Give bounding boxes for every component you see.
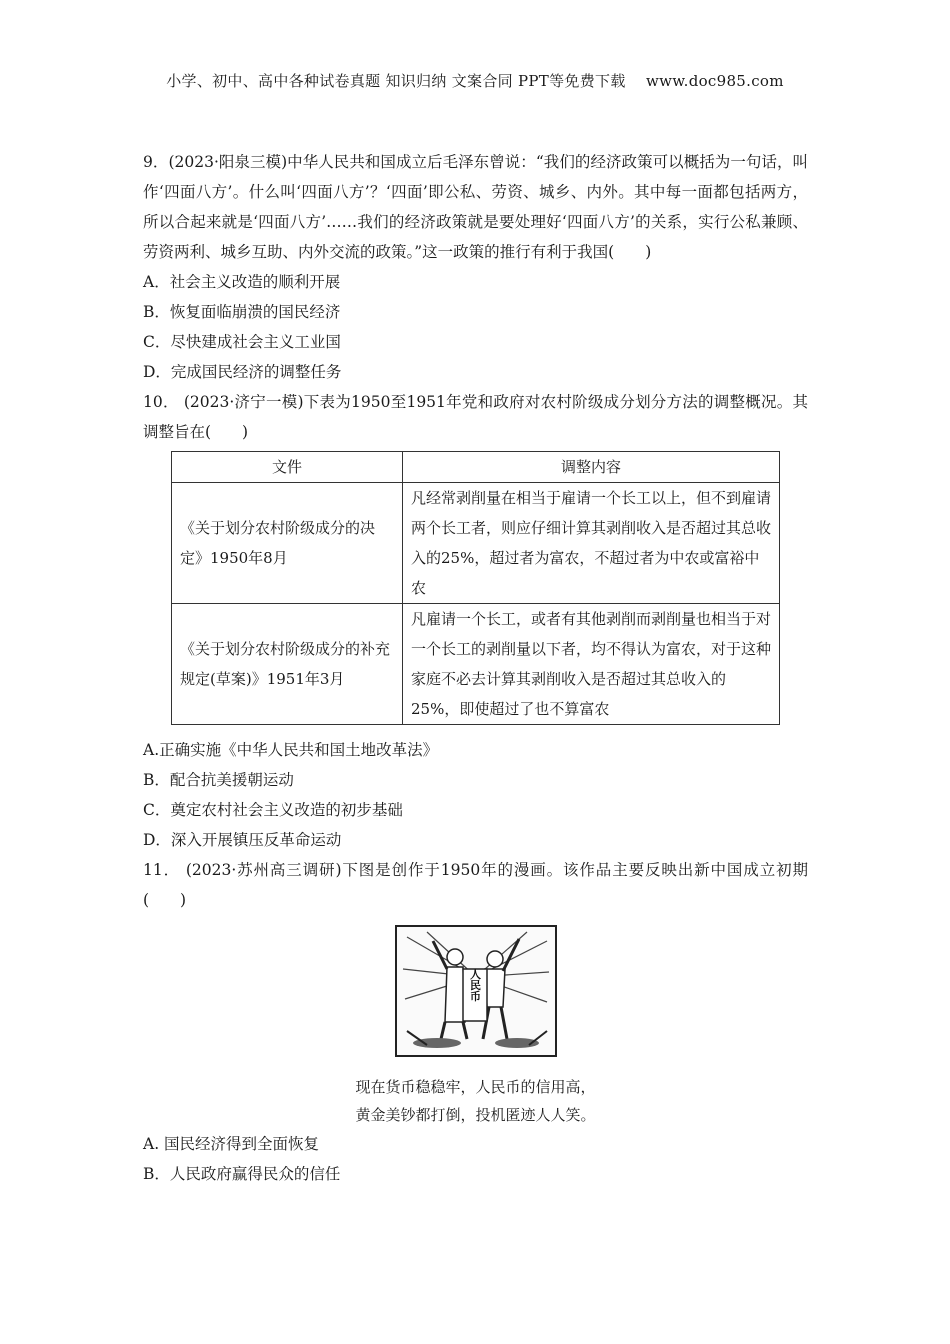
cartoon-image xyxy=(395,925,557,1057)
option-a: A. 国民经济得到全面恢复 xyxy=(143,1135,320,1153)
table-row xyxy=(172,604,780,725)
table-cell-document: 《关于划分农村阶级成分的补充规定(草案)》1951年3月 xyxy=(172,604,403,725)
option-d: D．深入开展镇压反革命运动 xyxy=(143,831,342,849)
table-header-cell: 文件 xyxy=(172,452,403,483)
table-cell-document: 《关于划分农村阶级成分的决定》1950年8月 xyxy=(172,483,403,604)
option-c: C．尽快建成社会主义工业国 xyxy=(143,333,341,351)
option-b: B．配合抗美援朝运动 xyxy=(143,771,294,789)
option-b: B．人民政府赢得民众的信任 xyxy=(143,1165,341,1183)
option-b: B．恢复面临崩溃的国民经济 xyxy=(143,303,341,321)
table-cell-content: 凡经常剥削量在相当于雇请一个长工以上，但不到雇请两个长工者，则应仔细计算其剥削收入是否超过其总收入的25%，超过者为富农，不超过者为中农或富裕中农 xyxy=(403,483,780,604)
question-9 xyxy=(143,147,808,387)
question-10 xyxy=(143,387,808,855)
question-11 xyxy=(143,855,808,1189)
question-stem: 9．(2023·阳泉三模)中华人民共和国成立后毛泽东曾说：“我们的经济政策可以概括为一句话，叫作‘四面八方’。什么叫‘四面八方’？‘四面’即公私、劳资、城乡、内外。其中每一面都包括两方，所以合起来就是‘四面八方’……我们的经济政策就是要处理好‘四面八方’的关系，实行公私兼顾、劳资两利、城乡互助、内外交流的政策。”这一政策的推行有利于我国( ) xyxy=(143,153,808,261)
cartoon-drawing xyxy=(397,927,555,1055)
table-row xyxy=(172,483,780,604)
caption-line: 黄金美钞都打倒，投机匿迹人人笑。 xyxy=(355,1106,596,1124)
cartoon-banner-label: 人民币 xyxy=(468,968,481,1002)
question-stem: 10． (2023·济宁一模)下表为1950至1951年党和政府对农村阶级成分划分方法的调整概况。其调整旨在( ) xyxy=(143,393,808,441)
option-a: A.正确实施《中华人民共和国土地改革法》 xyxy=(143,741,439,759)
table-header-cell: 调整内容 xyxy=(403,452,780,483)
cartoon-container xyxy=(143,925,808,1065)
page-header: 小学、初中、高中各种试卷真题 知识归纳 文案合同 PPT等免费下载 www.doc985.com xyxy=(166,72,784,90)
adjustment-table xyxy=(171,451,780,725)
caption-line: 现在货币稳稳牢，人民币的信用高， xyxy=(355,1078,596,1096)
option-a: A．社会主义改造的顺利开展 xyxy=(143,273,341,291)
question-stem: 11． (2023·苏州高三调研)下图是创作于1950年的漫画。该作品主要反映出新中国成立初期( ) xyxy=(143,861,808,909)
table-cell-content: 凡雇请一个长工，或者有其他剥削而剥削量也相当于对一个长工的剥削量以下者，均不得认为富农，对于这种家庭不必去计算其剥削收入是否超过其总收入的25%，即使超过了也不算富农 xyxy=(403,604,780,725)
option-c: C．奠定农村社会主义改造的初步基础 xyxy=(143,801,403,819)
option-d: D．完成国民经济的调整任务 xyxy=(143,363,342,381)
exam-content xyxy=(143,147,808,1189)
cartoon-caption xyxy=(143,1073,808,1129)
table-header-row xyxy=(172,452,780,483)
